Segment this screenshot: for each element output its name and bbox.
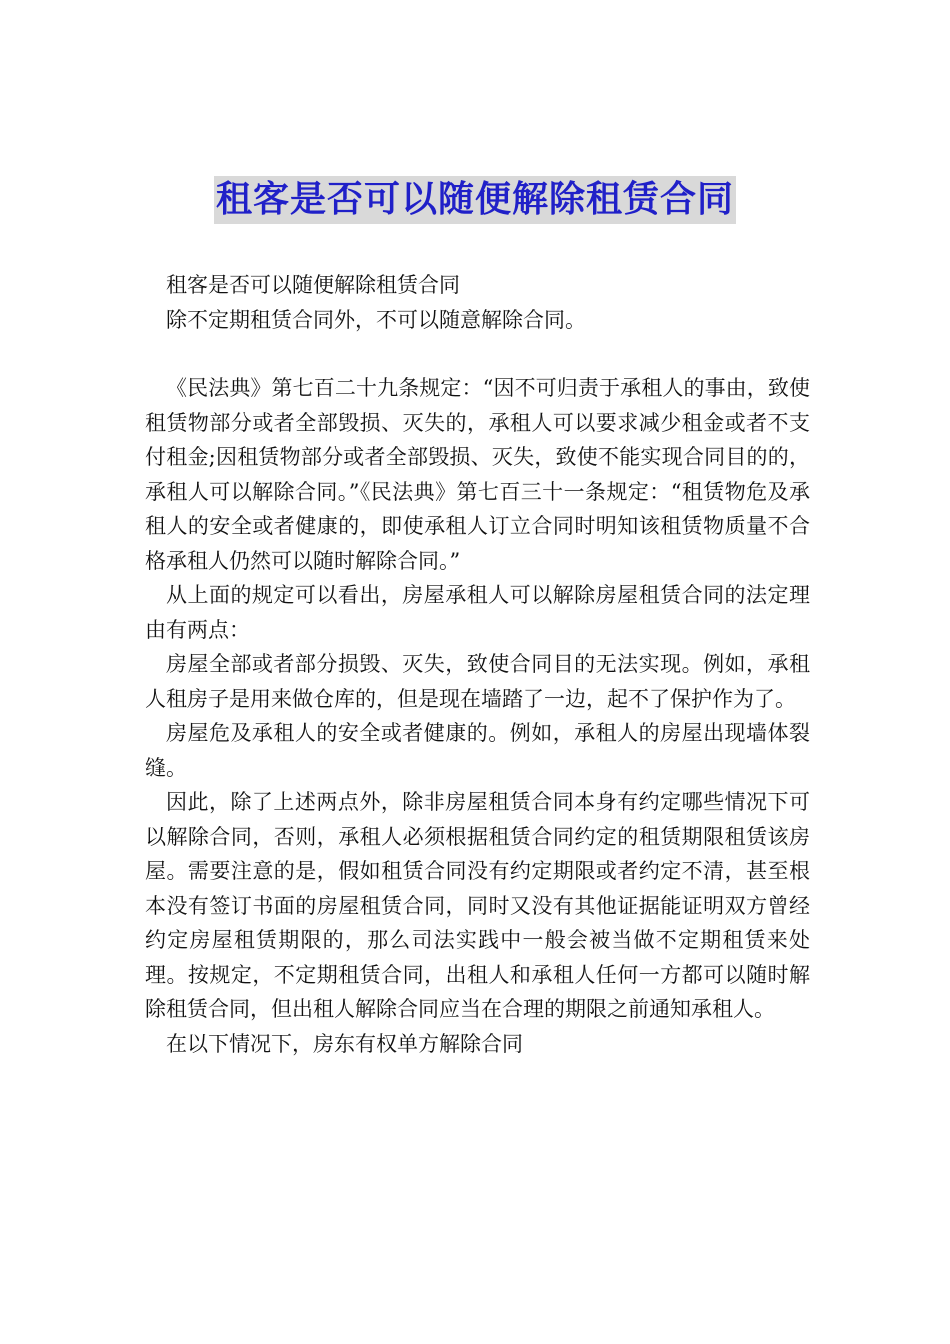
paragraph-landlord-rights: 在以下情况下，房东有权单方解除合同 (166, 1031, 523, 1056)
paragraph-civil-code: 《民法典》第七百二十九条规定：“因不可归责于承租人的事由，致使租赁物部分或者全部毁损、灭失的，承租人可以要求减少租金或者不支付租金;因租赁物部分或者全部毁损、灭失，致使不能实现合同目的的，承租人可以解除合同。”《民法典》第七百三十一条规定：“租赁物危及承租人的安全或者健康的，即使承租人订立合同时明知该租赁物质量不合格承租人仍然可以随时解除合同。” (145, 376, 810, 573)
paragraph-conclusion: 因此，除了上述两点外，除非房屋租赁合同本身有约定哪些情况下可以解除合同，否则，承租人必须根据租赁合同约定的租赁期限租赁该房屋。需要注意的是，假如租赁合同没有约定期限或者约定不清，甚至根本没有签订书面的房屋租赁合同，同时又没有其他证据能证明双方曾经约定房屋租赁期限的，那么司法实践中一般会被当做不定期租赁来处理。按规定，不定期租赁合同，出租人和承租人任何一方都可以随时解除租赁合同，但出租人解除合同应当在合理的期限之前通知承租人。 (145, 790, 810, 1021)
document-body (145, 268, 810, 1061)
paragraph-ground-one: 房屋全部或者部分损毁、灭失，致使合同目的无法实现。例如，承租人租房子是用来做仓库的，但是现在墙踏了一边，起不了保护作为了。 (145, 652, 810, 711)
paragraph-answer: 除不定期租赁合同外，不可以随意解除合同。 (166, 307, 586, 332)
paragraph-legal-grounds: 从上面的规定可以看出，房屋承租人可以解除房屋租赁合同的法定理由有两点： (145, 583, 810, 642)
paragraph-ground-two: 房屋危及承租人的安全或者健康的。例如，承租人的房屋出现墙体裂缝。 (145, 721, 810, 780)
blank-line (145, 337, 810, 371)
title-container (0, 176, 950, 224)
document-title: 租客是否可以随便解除租赁合同 (214, 176, 736, 224)
paragraph-subtitle: 租客是否可以随便解除租赁合同 (166, 273, 460, 297)
